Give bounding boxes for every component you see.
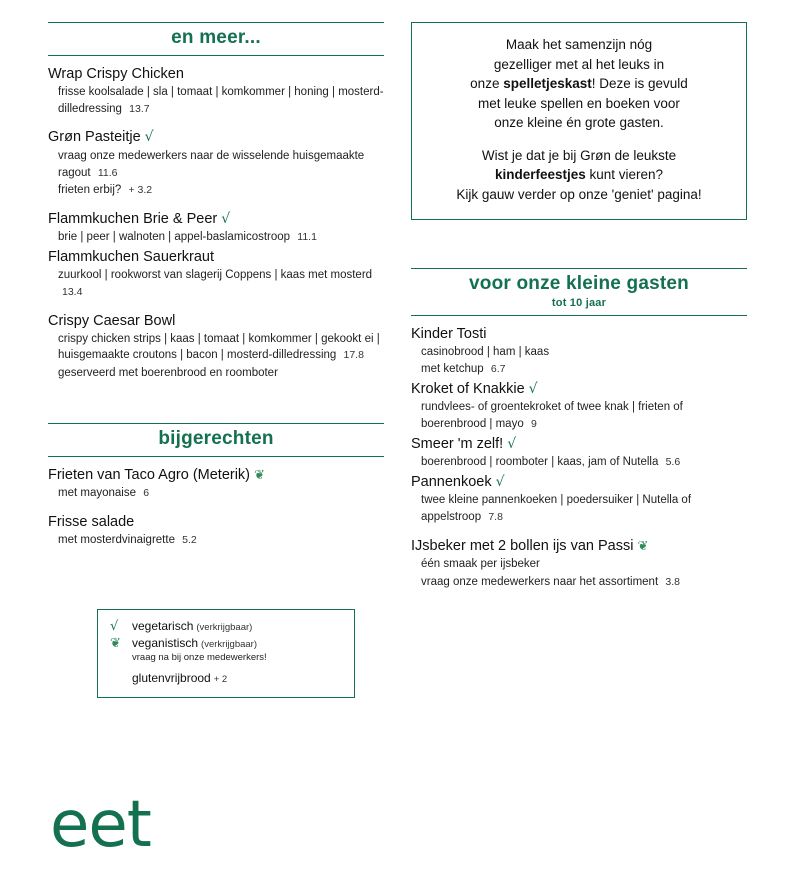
- menu-item: [48, 128, 384, 199]
- item-description-extra: [421, 361, 747, 378]
- item-name-text: Kroket of Knakkie: [411, 380, 525, 397]
- promo-bold-kinderfeestjes: kinderfeestjes: [494, 167, 586, 183]
- item-price: 11.6: [97, 166, 118, 179]
- menu-item: [48, 65, 384, 117]
- promo-bold-spelletjeskast: spelletjeskast: [503, 76, 592, 92]
- item-price: 13.4: [62, 285, 83, 298]
- promo-paragraph-2: [426, 146, 732, 205]
- item-desc-text: twee kleine pannenkoeken | poedersuiker | Nutella of appelstroop: [421, 494, 692, 524]
- item-name: [411, 380, 747, 399]
- vegetarian-icon: √: [110, 619, 119, 634]
- item-name: [48, 128, 384, 147]
- section-title-bijgerechten: bijgerechten: [158, 427, 274, 449]
- item-description-extra: [421, 574, 747, 591]
- item-price: 7.8: [488, 511, 503, 524]
- menu-item: [411, 473, 747, 526]
- item-description: [58, 229, 384, 246]
- item-desc-text: boerenbrood | roomboter | kaas, jam of Nutella: [421, 456, 659, 469]
- promo-box: [411, 22, 747, 220]
- vegetarian-icon: √: [495, 473, 505, 490]
- item-desc-text-2: met ketchup: [421, 363, 484, 376]
- promo-line-1c-post: ! Deze is gevuld: [591, 76, 688, 92]
- legend-label-vegetarisch: vegetarisch: [132, 619, 194, 633]
- item-price-2: + 3.2: [128, 184, 153, 197]
- legend-label-veganistisch: veganistisch: [132, 636, 199, 650]
- section-spacer: [411, 250, 747, 268]
- item-price: 6: [143, 486, 150, 499]
- item-name: Flammkuchen Sauerkraut: [48, 249, 215, 266]
- menu-item: [48, 312, 384, 382]
- vegetarian-icon: √: [528, 380, 538, 397]
- legend-label-glutenvrij: glutenvrijbrood: [132, 671, 211, 685]
- vegetarian-icon: √: [221, 210, 231, 227]
- vegan-icon: ❦: [637, 537, 649, 553]
- item-price: 3.8: [665, 575, 680, 588]
- section-spacer: [48, 393, 384, 423]
- item-desc-text: brie | peer | walnoten | appel-baslamicostroop: [58, 231, 291, 244]
- promo-line-1d: met leuke spellen en boeken voor: [478, 95, 680, 111]
- promo-line-1a: Maak het samenzijn nóg: [505, 37, 653, 52]
- kleine-gasten-items: [411, 325, 747, 591]
- bijgerechten-items: [48, 466, 384, 549]
- section-subtitle-kleine-gasten: tot 10 jaar: [551, 296, 607, 309]
- menu-item: [48, 248, 384, 300]
- vegetarian-icon: √: [507, 435, 517, 452]
- item-name: Kinder Tosti: [411, 325, 487, 342]
- promo-line-2b-post: kunt vieren?: [585, 167, 664, 183]
- item-desc-text-2: geserveerd met boerenbrood en roomboter: [58, 367, 278, 380]
- item-name: [48, 210, 384, 229]
- item-name: [411, 473, 747, 492]
- promo-line-2c: Kijk gauw verder op onze 'geniet' pagina!: [456, 186, 702, 202]
- item-description: [421, 492, 747, 525]
- legend-price-glutenvrij: + 2: [213, 674, 228, 685]
- vegetarian-icon: √: [144, 129, 154, 146]
- item-description: [421, 454, 747, 471]
- promo-line-1b: gezelliger met al het leuks in: [493, 56, 665, 72]
- right-column: [411, 22, 747, 601]
- item-description: [58, 532, 384, 549]
- item-desc-text: frisse koolsalade | sla | tomaat | komkommer | honing | mosterd-dilledressing: [58, 86, 384, 115]
- item-name-text: Pannenkoek: [411, 473, 492, 490]
- legend-row-vegetarisch: [110, 619, 342, 634]
- menu-item: [48, 513, 384, 549]
- item-description: [421, 399, 747, 432]
- item-name: Frisse salade: [48, 513, 135, 530]
- item-desc-text: met mosterdvinaigrette: [58, 533, 175, 546]
- promo-line-1c-pre: onze: [470, 76, 504, 92]
- item-price: 6.7: [490, 363, 506, 376]
- item-name: [411, 435, 747, 454]
- vegan-icon: ❦: [254, 466, 265, 482]
- menu-item: [411, 380, 747, 433]
- menu-item: [411, 435, 747, 471]
- item-name-text: Grøn Pasteitje: [48, 129, 141, 146]
- item-description: [421, 344, 747, 361]
- promo-line-1e: onze kleine én grote gasten.: [494, 115, 664, 131]
- item-name-text: Smeer 'm zelf!: [411, 435, 504, 452]
- section-heading-en-meer: [48, 22, 384, 56]
- item-desc-text: casinobrood | ham | kaas: [421, 345, 550, 358]
- item-description: [421, 556, 747, 573]
- item-description: [58, 331, 384, 364]
- promo-line-2a: Wist je dat je bij Grøn de leukste: [481, 147, 677, 163]
- item-desc-text: rundvlees- of groentekroket of twee knak | frieten of boerenbrood | mayo: [421, 401, 683, 431]
- item-description-extra: [58, 365, 384, 382]
- item-desc-text: vraag onze medewerkers naar de wisselende huisgemaakte ragout: [58, 149, 365, 179]
- item-name: Wrap Crispy Chicken: [48, 66, 184, 82]
- item-price: 11.1: [297, 231, 317, 244]
- left-column: [48, 22, 384, 559]
- en-meer-items: [48, 65, 384, 382]
- legend-note-veganistisch: (verkrijgbaar): [201, 639, 258, 650]
- section-spacer: [411, 220, 747, 250]
- section-title-kleine-gasten: voor onze kleine gasten: [469, 272, 689, 294]
- legend-row-veganistisch: [110, 636, 342, 651]
- section-title-en-meer: en meer...: [171, 27, 261, 48]
- section-heading-bijgerechten: [48, 423, 384, 457]
- item-name: [48, 466, 384, 484]
- legend-box: [97, 609, 355, 698]
- item-desc-text-2: vraag onze medewerkers naar het assortiment: [421, 575, 659, 588]
- item-description: [58, 84, 384, 117]
- item-name-text: Flammkuchen Brie & Peer: [48, 210, 218, 227]
- brand-logo: eet: [50, 788, 151, 862]
- item-desc-text: één smaak per ijsbeker: [421, 557, 540, 570]
- legend-row-glutenvrij: [110, 671, 342, 685]
- promo-paragraph-1: [426, 35, 732, 133]
- item-description: [58, 485, 384, 502]
- legend-ask-note: vraag na bij onze medewerkers!: [132, 652, 267, 663]
- item-desc-text: zuurkool | rookworst van slagerij Coppens | kaas met mosterd: [58, 269, 373, 282]
- item-desc-text: crispy chicken strips | kaas | tomaat | komkommer | gekookt ei | huisgemaakte croutons | bacon | mosterd-dilledressing: [58, 332, 380, 362]
- item-desc-text: met mayonaise: [58, 486, 136, 499]
- item-desc-text-2: frieten erbij?: [58, 184, 122, 197]
- item-name: [411, 537, 747, 555]
- item-name-text: IJsbeker met 2 bollen ijs van Passi: [411, 537, 634, 554]
- menu-item: [411, 325, 747, 378]
- item-price: 17.8: [343, 349, 364, 362]
- menu-item: [411, 537, 747, 590]
- item-price: 5.6: [665, 456, 681, 469]
- menu-item: [48, 210, 384, 246]
- item-description-extra: [58, 182, 384, 199]
- legend-note-vegetarisch: (verkrijgbaar): [196, 622, 253, 633]
- item-description: [58, 267, 384, 300]
- menu-item: [48, 466, 384, 502]
- item-name-text: Frieten van Taco Agro (Meterik): [48, 466, 251, 483]
- item-price: 5.2: [182, 533, 197, 546]
- item-price: 9: [530, 418, 537, 431]
- item-price: 13.7: [129, 102, 150, 115]
- vegan-icon: ❦: [110, 636, 121, 651]
- section-heading-kleine-gasten: [411, 268, 747, 316]
- item-name: Crispy Caesar Bowl: [48, 312, 176, 329]
- item-description: [58, 148, 384, 181]
